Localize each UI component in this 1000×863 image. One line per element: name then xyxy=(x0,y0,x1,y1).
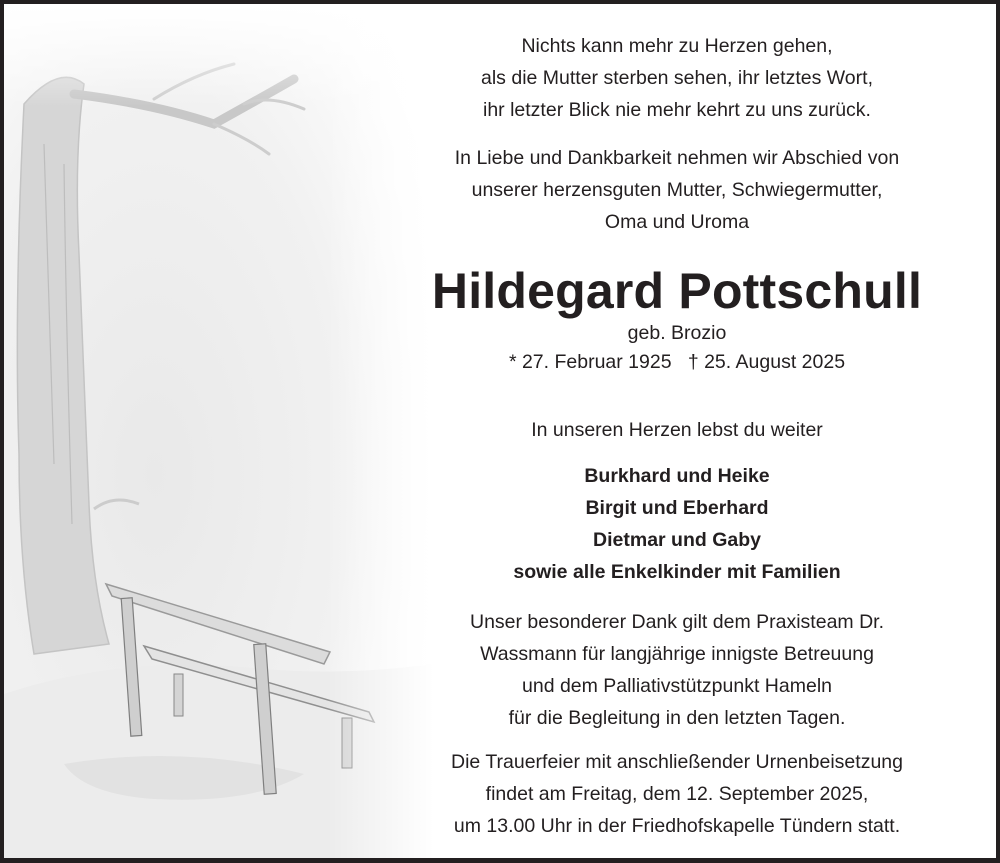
intro xyxy=(392,142,962,238)
intro-line: In Liebe und Dankbarkeit nehmen wir Abschied von xyxy=(454,147,900,169)
poem-line: ihr letzter Blick nie mehr kehrt zu uns zurück. xyxy=(483,99,871,121)
intro-line: Oma und Uroma xyxy=(604,211,750,233)
intro-line: unserer herzensguten Mutter, Schwiegermutter, xyxy=(471,179,883,201)
mourner: Burkhard und Heike xyxy=(584,465,770,487)
deceased-name: Hildegard Pottschull xyxy=(431,263,923,319)
poem xyxy=(392,30,962,126)
thanks-line: und dem Palliativstützpunkt Hameln xyxy=(522,675,832,697)
poem-line: Nichts kann mehr zu Herzen gehen, xyxy=(521,35,833,57)
mourner: Birgit und Eberhard xyxy=(585,497,769,519)
thanks-line: für die Begleitung in den letzten Tagen. xyxy=(508,707,846,729)
thanks-line: Unser besonderer Dank gilt dem Praxisteam Dr. xyxy=(469,611,884,633)
deceased xyxy=(392,262,962,378)
mourner: sowie alle Enkelkinder mit Familien xyxy=(513,561,841,583)
motto-text: In unseren Herzen lebst du weiter xyxy=(531,419,823,441)
ceremony-line: findet am Freitag, dem 12. September 2025, xyxy=(485,783,869,805)
ceremony-line: um 13.00 Uhr in der Friedhofskapelle Tündern statt. xyxy=(453,815,901,837)
ceremony xyxy=(392,746,962,842)
mourner: Dietmar und Gaby xyxy=(593,529,761,551)
motto xyxy=(392,414,962,446)
maiden-name: geb. Brozio xyxy=(627,322,727,344)
poem-line: als die Mutter sterben sehen, ihr letztes Wort, xyxy=(481,67,873,89)
mourners xyxy=(392,460,962,588)
thanks xyxy=(392,606,962,734)
tree-and-bench-illustration-icon xyxy=(4,4,434,859)
life-dates: * 27. Februar 1925 † 25. August 2025 xyxy=(508,351,846,373)
ceremony-line: Die Trauerfeier mit anschließender Urnenbeisetzung xyxy=(451,751,903,773)
thanks-line: Wassmann für langjährige innigste Betreuung xyxy=(480,643,874,665)
